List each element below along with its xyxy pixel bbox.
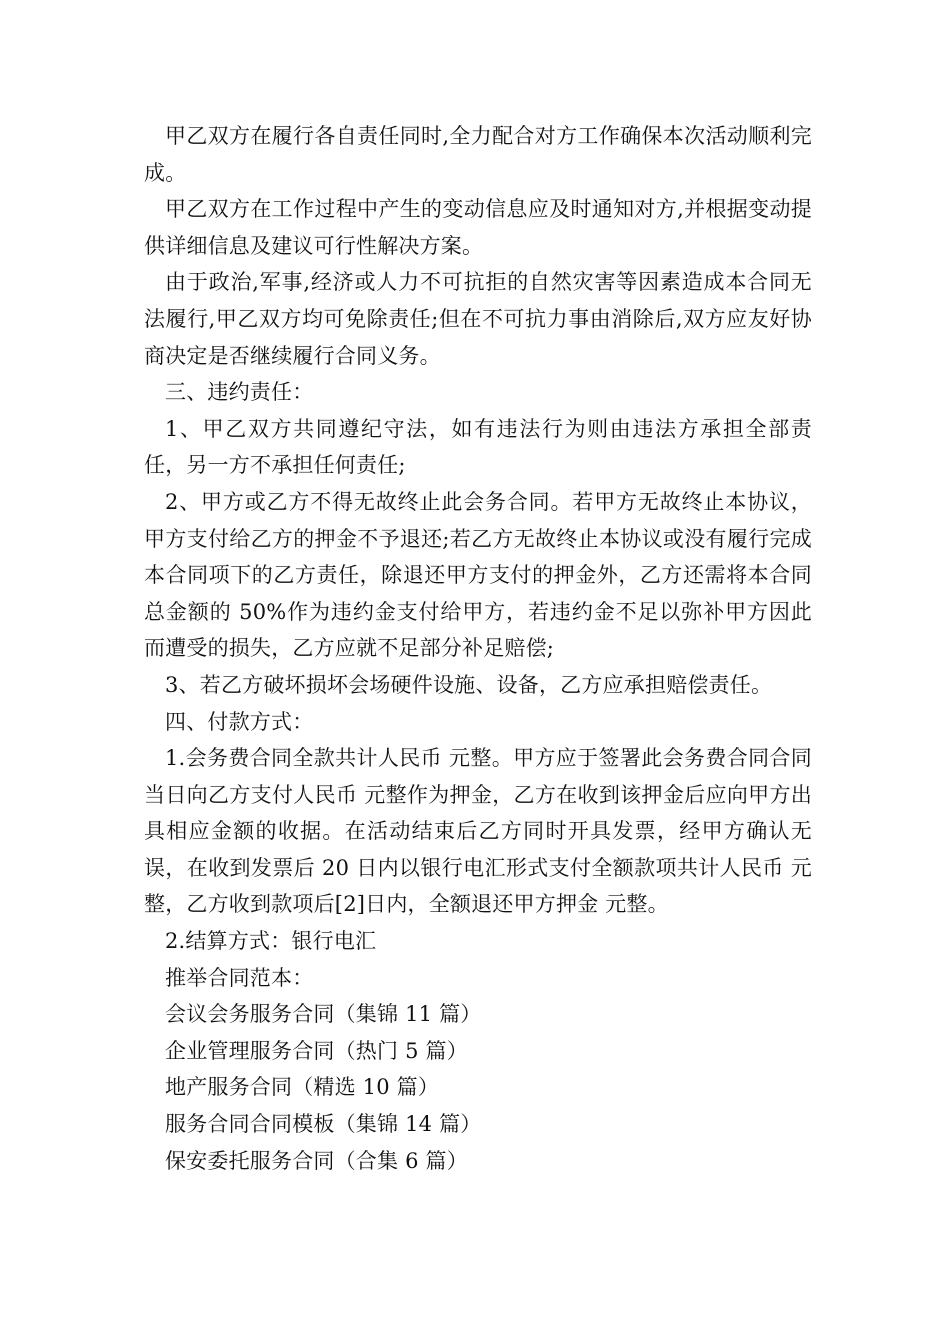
paragraph-breach-3: 3、若乙方破坏损坏会场硬件设施、设备，乙方应承担赔偿责任。: [165, 672, 773, 697]
paragraph-cooperation: 甲乙双方在履行各自责任同时,全力配合对方工作确保本次活动顺利完成。: [144, 124, 812, 185]
paragraph-change-notice: 甲乙双方在工作过程中产生的变动信息应及时通知对方,并根据变动提供详细信息及建议可行性解决方案。: [144, 197, 812, 258]
section-heading-payment: 四、付款方式：: [165, 709, 314, 734]
recommended-list: [144, 996, 812, 1179]
paragraph-payment-1: 1.会务费合同全款共计人民币 元整。甲方应于签署此会务费合同合同当日向乙方支付人民币 元整作为押金，乙方在收到该押金后应向甲方出具相应金额的收据。在活动结束后乙方同时开具发票，经甲方确认无误，在收到发票后 20 日内以银行电汇形式支付全额款项共计人民币 元整，乙方收到款项后[2]日内，全额退还甲方押金 元整。: [144, 746, 812, 917]
recommended-heading: 推举合同范本：: [165, 965, 314, 990]
list-item: 地产服务合同（精选 10 篇）: [165, 1075, 440, 1100]
document-body: [144, 118, 812, 1179]
list-item: 保安委托服务合同（合集 6 篇）: [165, 1148, 468, 1173]
section-heading-breach: 三、违约责任：: [165, 380, 314, 405]
paragraph-force-majeure: 由于政治,军事,经济或人力不可抗拒的自然灾害等因素造成本合同无法履行,甲乙双方均可免除责任;但在不可抗力事由消除后,双方应友好协商决定是否继续履行合同义务。: [144, 270, 812, 368]
list-item: 服务合同合同模板（集锦 14 篇）: [165, 1112, 482, 1137]
list-item: 会议会务服务合同（集锦 11 篇）: [165, 1002, 482, 1027]
paragraph-payment-2: 2.结算方式：银行电汇: [165, 929, 377, 954]
list-item: 企业管理服务合同（热门 5 篇）: [165, 1038, 468, 1063]
paragraph-breach-1: 1、甲乙双方共同遵纪守法，如有违法行为则由违法方承担全部责任，另一方不承担任何责任;: [144, 416, 812, 478]
paragraph-breach-2: 2、甲方或乙方不得无故终止此会务合同。若甲方无故终止本协议，甲方支付给乙方的押金不予退还;若乙方无故终止本协议或没有履行完成本合同项下的乙方责任，除退还甲方支付的押金外，乙方还需将本合同总金额的 50%作为违约金支付给甲方，若违约金不足以弥补甲方因此而遭受的损失，乙方应就不足部分补足赔偿;: [144, 489, 812, 661]
